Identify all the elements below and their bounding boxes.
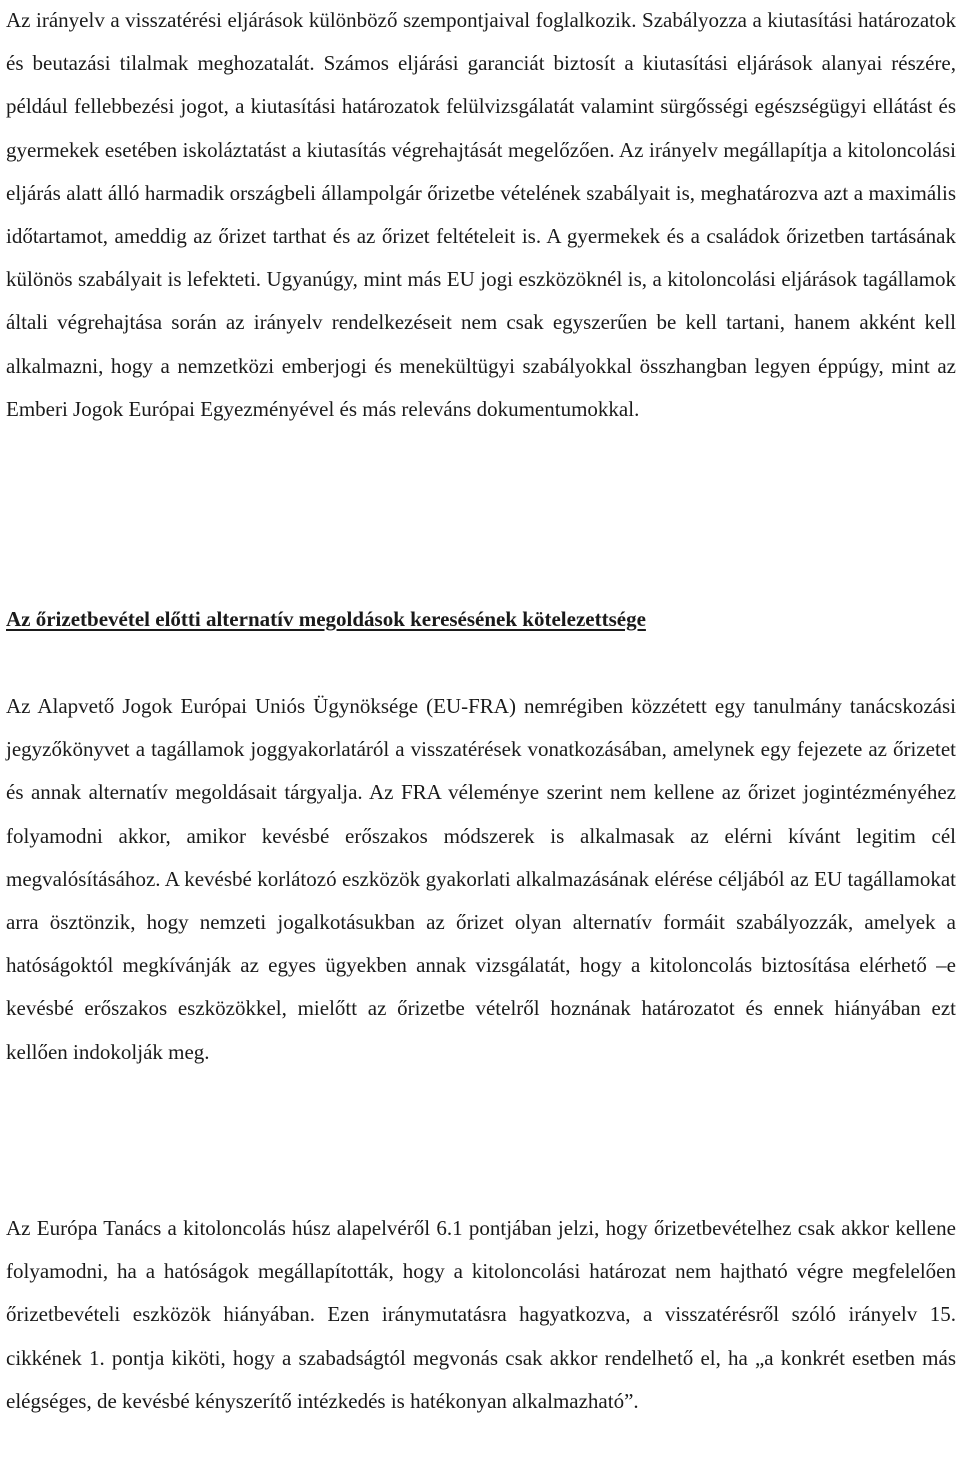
body-paragraph-council-of-europe: Az Európa Tanács a kitoloncolás húsz alapelvéről 6.1 pontjában jelzi, hogy őrizetbevételhez csak akkor kellene folyamodni, ha a hatóságok megállapították, hogy a kitoloncolási határozat nem hajtható végre megfelelően őrizetbevételi eszközök hiányában. Ezen iránymutatásra hagyatkozva, a visszatérésről szóló irányelv 15. cikkének 1. pontja kiköti, hogy a szabadságtól megvonás csak akkor rendelhető el, ha „a konkrét esetben más elégséges, de kevésbé kényszerítő intézkedés is hatékonyan alkalmazható”. xyxy=(6,1216,956,1413)
body-paragraph-fra-opinion: Az Alapvető Jogok Európai Uniós Ügynöksége (EU-FRA) nemrégiben közzétett egy tanulmány tanácskozási jegyzőkönyvet a tagállamok joggyakorlatáról a visszatérések vonatkozásában, amelynek egy fejezete az őrizetet és annak alternatív megoldásait tárgyalja. Az FRA véleménye szerint nem kellene az őrizet jogintézményéhez folyamodni akkor, amikor kevésbé erőszakos módszerek is alkalmasak az elérni kívánt legitim cél megvalósításához. A kevésbé korlátozó eszközök gyakorlati alkalmazásának elérése céljából az EU tagállamokat arra ösztönzik, hogy nemzeti jogalkotásukban az őrizet olyan alternatív formáit szabályozzák, amelyek a hatóságoktól megkívánják az egyes ügyekben annak vizsgálatát, hogy a kitoloncolás biztosítása elérhető –e kevésbé erőszakos eszközökkel, mielőtt az őrizetbe vételről hoznának határozatot és ennek hiányában ezt kellően indokolják meg. xyxy=(6,694,956,1064)
body-paragraph-directive-overview: Az irányelv a visszatérési eljárások különböző szempontjaival foglalkozik. Szabályozza a kiutasítási határozatok és beutazási tilalmak meghozatalát. Számos eljárási garanciát biztosít a kiutasítási eljárások alanyai részére, például fellebbezési jogot, a kiutasítási határozatok felülvizsgálatát valamint sürgősségi egészségügyi ellátást és gyermekek esetében iskoláztatást a kiutasítás végrehajtását megelőzően. Az irányelv megállapítja a kitoloncolási eljárás alatt álló harmadik országbeli állampolgár őrizetbe vételének szabályait is, meghatározva azt a maximális időtartamot, ameddig az őrizet tarthat és az őrizet feltételeit is. A gyermekek és a családok őrizetben tartásának különös szabályait is lefekteti. Ugyanúgy, mint más EU jogi eszközöknél is, a kitoloncolási eljárások tagállamok általi végrehajtása során az irányelv rendelkezéseit nem csak egyszerűen be kell tartani, hanem akként kell alkalmazni, hogy a nemzetközi emberjogi és menekültügyi szabályokkal összhangban legyen éppúgy, mint az Emberi Jogok Európai Egyezményével és más releváns dokumentumokkal. xyxy=(6,8,956,421)
section-heading: Az őrizetbevétel előtti alternatív megoldások keresésének kötelezettsége xyxy=(6,607,646,631)
